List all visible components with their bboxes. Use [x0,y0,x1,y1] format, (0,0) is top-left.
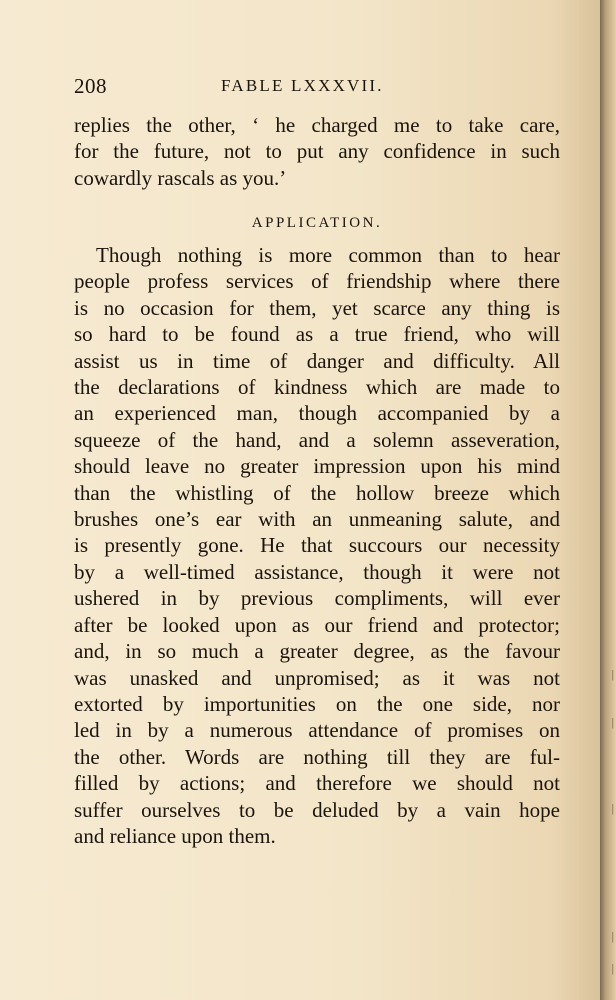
application-text [74,242,560,849]
application-text-line: filled by actions; and therefore we should not [74,771,560,796]
application-text-line: ushered in by previous compliments, will ever [74,586,560,611]
application-text-line: the declarations of kindness which are made to [74,375,560,400]
fable-text-line: cowardly rascals as you.’ [74,165,287,190]
application-text-line: by a well-timed assistance, though it were not [74,559,560,584]
bleed-through-mark: | [611,715,614,729]
application-text-line: so hard to be found as a true friend, who will [74,322,560,347]
binding-gutter [600,0,616,1000]
application-text-line: assist us in time of danger and difficulty. All [74,348,560,373]
page-header [74,74,560,102]
application-text-line: extorted by importunities on the one side, nor [74,691,560,716]
bleed-through-mark: | [611,961,614,975]
application-text-line: and, in so much a greater degree, as the favour [74,639,560,664]
application-text-line: brushes one’s ear with an unmeaning salute, and [74,507,560,532]
running-head: FABLE LXXXVII. [221,76,384,95]
application-text-line: should leave no greater impression upon his mind [74,454,560,479]
application-text-line: squeeze of the hand, and a solemn asseveration, [74,427,560,452]
application-text-line: after be looked upon as our friend and protector; [74,612,560,637]
page-number: 208 [74,74,107,98]
application-heading: APPLICATION. [251,215,383,231]
fable-text-line: replies the other, ‘ he charged me to take care, [74,113,560,137]
fable-text-line: for the future, not to put any confidence in such [74,139,560,164]
application-text-line: is no occasion for them, yet scarce any thing is [74,295,560,320]
page-body [74,112,560,848]
application-text-line: than the whistling of the hollow breeze which [74,480,560,505]
bleed-through-mark: | [611,929,614,943]
application-text-line: was unasked and unpromised; as it was not [74,665,560,690]
application-text-line: led in by a numerous attendance of promises on [74,718,560,743]
application-text-line: is presently gone. He that succours our necessity [74,533,560,558]
application-text-line: and reliance upon them. [74,823,276,848]
bleed-through-mark: | [611,667,614,681]
bleed-through-mark: | [611,801,614,815]
application-text-line: people profess services of friendship where there [74,269,560,294]
application-text-line: Though nothing is more common than to hear [96,243,560,267]
application-text-line: an experienced man, though accompanied by a [74,401,560,426]
application-text-line: the other. Words are nothing till they are ful- [74,744,560,769]
application-text-line: suffer ourselves to be deluded by a vain hope [74,797,560,822]
